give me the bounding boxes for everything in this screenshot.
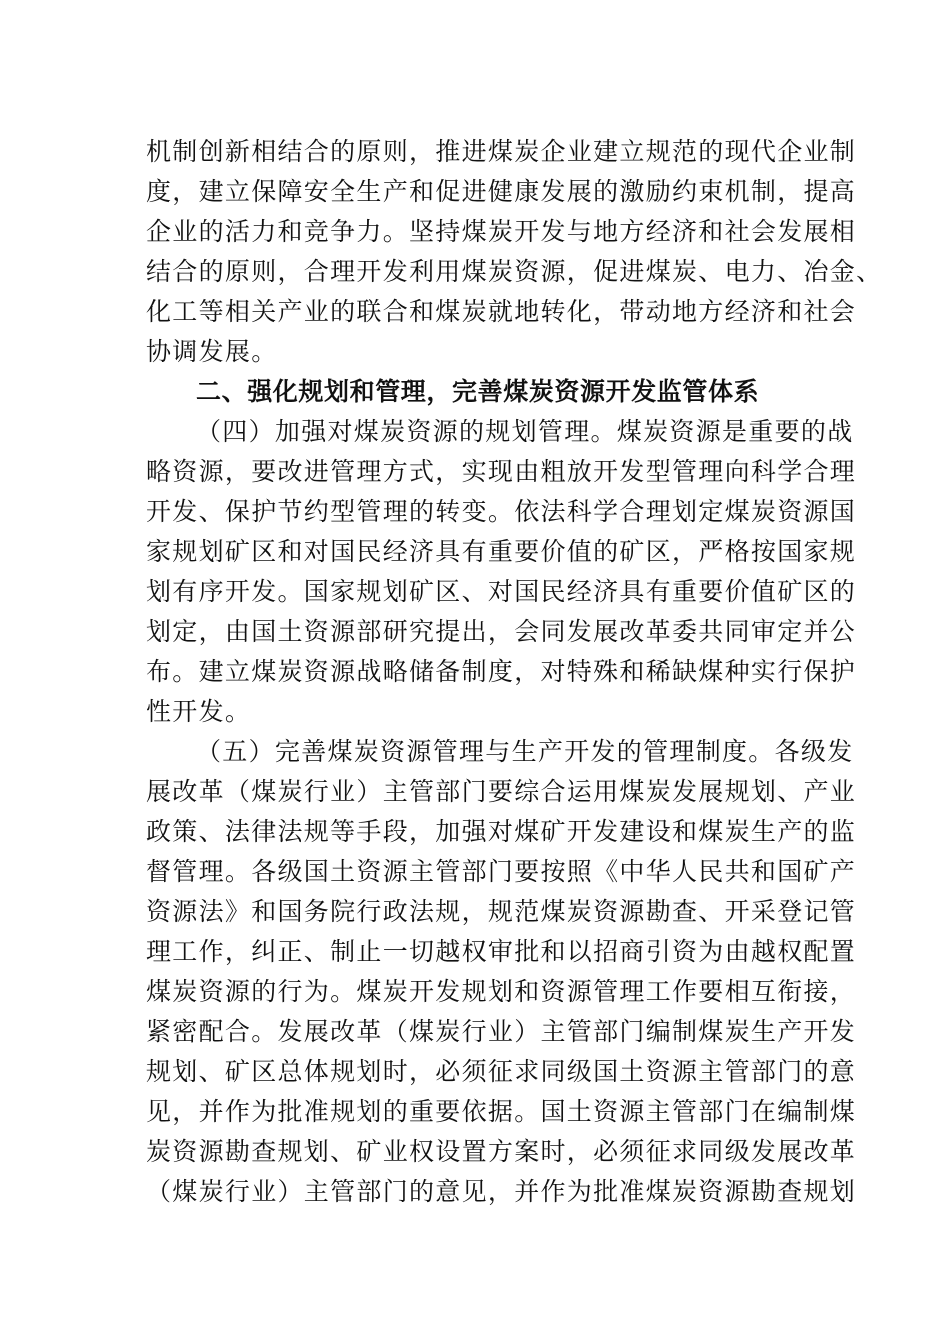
- text-line: 紧密配合。发展改革（煤炭行业）主管部门编制煤炭生产开发: [146, 1017, 857, 1046]
- document-page: [146, 132, 883, 1212]
- text-line: 度，建立保障安全生产和促进健康发展的激励约束机制，提高: [146, 177, 857, 206]
- text-line: 家规划矿区和对国民经济具有重要价值的矿区，严格按国家规: [146, 537, 857, 566]
- text-line: 协调发展。: [146, 337, 278, 366]
- text-line: 煤炭资源的行为。煤炭开发规划和资源管理工作要相互衔接，: [146, 977, 857, 1006]
- paragraph-continuation: [146, 132, 883, 372]
- text-line: 督管理。各级国土资源主管部门要按照《中华人民共和国矿产: [146, 857, 857, 886]
- text-line: 开发、保护节约型管理的转变。依法科学合理划定煤炭资源国: [146, 497, 857, 526]
- text-line: 结合的原则，合理开发利用煤炭资源，促进煤炭、电力、冶金、: [146, 257, 883, 286]
- paragraph-four: [146, 412, 857, 732]
- text-line: 企业的活力和竞争力。坚持煤炭开发与地方经济和社会发展相: [146, 217, 857, 246]
- text-line: 政策、法律法规等手段，加强对煤矿开发建设和煤炭生产的监: [146, 817, 857, 846]
- paragraph-five: [146, 732, 857, 1212]
- text-line: 炭资源勘查规划、矿业权设置方案时，必须征求同级发展改革: [146, 1137, 857, 1166]
- text-line: 性开发。: [146, 697, 252, 726]
- text-line-first: （四）加强对煤炭资源的规划管理。煤炭资源是重要的战: [196, 417, 854, 446]
- text-line: 资源法》和国务院行政法规，规范煤炭资源勘查、开采登记管: [146, 897, 857, 926]
- text-line: 理工作，纠正、制止一切越权审批和以招商引资为由越权配置: [146, 937, 857, 966]
- text-line: 规划、矿区总体规划时，必须征求同级国土资源主管部门的意: [146, 1057, 857, 1086]
- text-line: 布。建立煤炭资源战略储备制度，对特殊和稀缺煤种实行保护: [146, 657, 857, 686]
- text-line: 划定，由国土资源部研究提出，会同发展改革委共同审定并公: [146, 617, 857, 646]
- text-line: 见，并作为批准规划的重要依据。国土资源主管部门在编制煤: [146, 1097, 857, 1126]
- text-line: 划有序开发。国家规划矿区、对国民经济具有重要价值矿区的: [146, 577, 857, 606]
- text-line: （煤炭行业）主管部门的意见，并作为批准煤炭资源勘查规划: [146, 1177, 857, 1206]
- text-line: 化工等相关产业的联合和煤炭就地转化，带动地方经济和社会: [146, 297, 857, 326]
- text-line: 机制创新相结合的原则，推进煤炭企业建立规范的现代企业制: [146, 137, 857, 166]
- text-line: 略资源，要改进管理方式，实现由粗放开发型管理向科学合理: [146, 457, 857, 486]
- text-line-first: （五）完善煤炭资源管理与生产开发的管理制度。各级发: [196, 737, 854, 766]
- section-heading: 二、强化规划和管理，完善煤炭资源开发监管体系: [196, 377, 760, 406]
- text-line: 展改革（煤炭行业）主管部门要综合运用煤炭发展规划、产业: [146, 777, 857, 806]
